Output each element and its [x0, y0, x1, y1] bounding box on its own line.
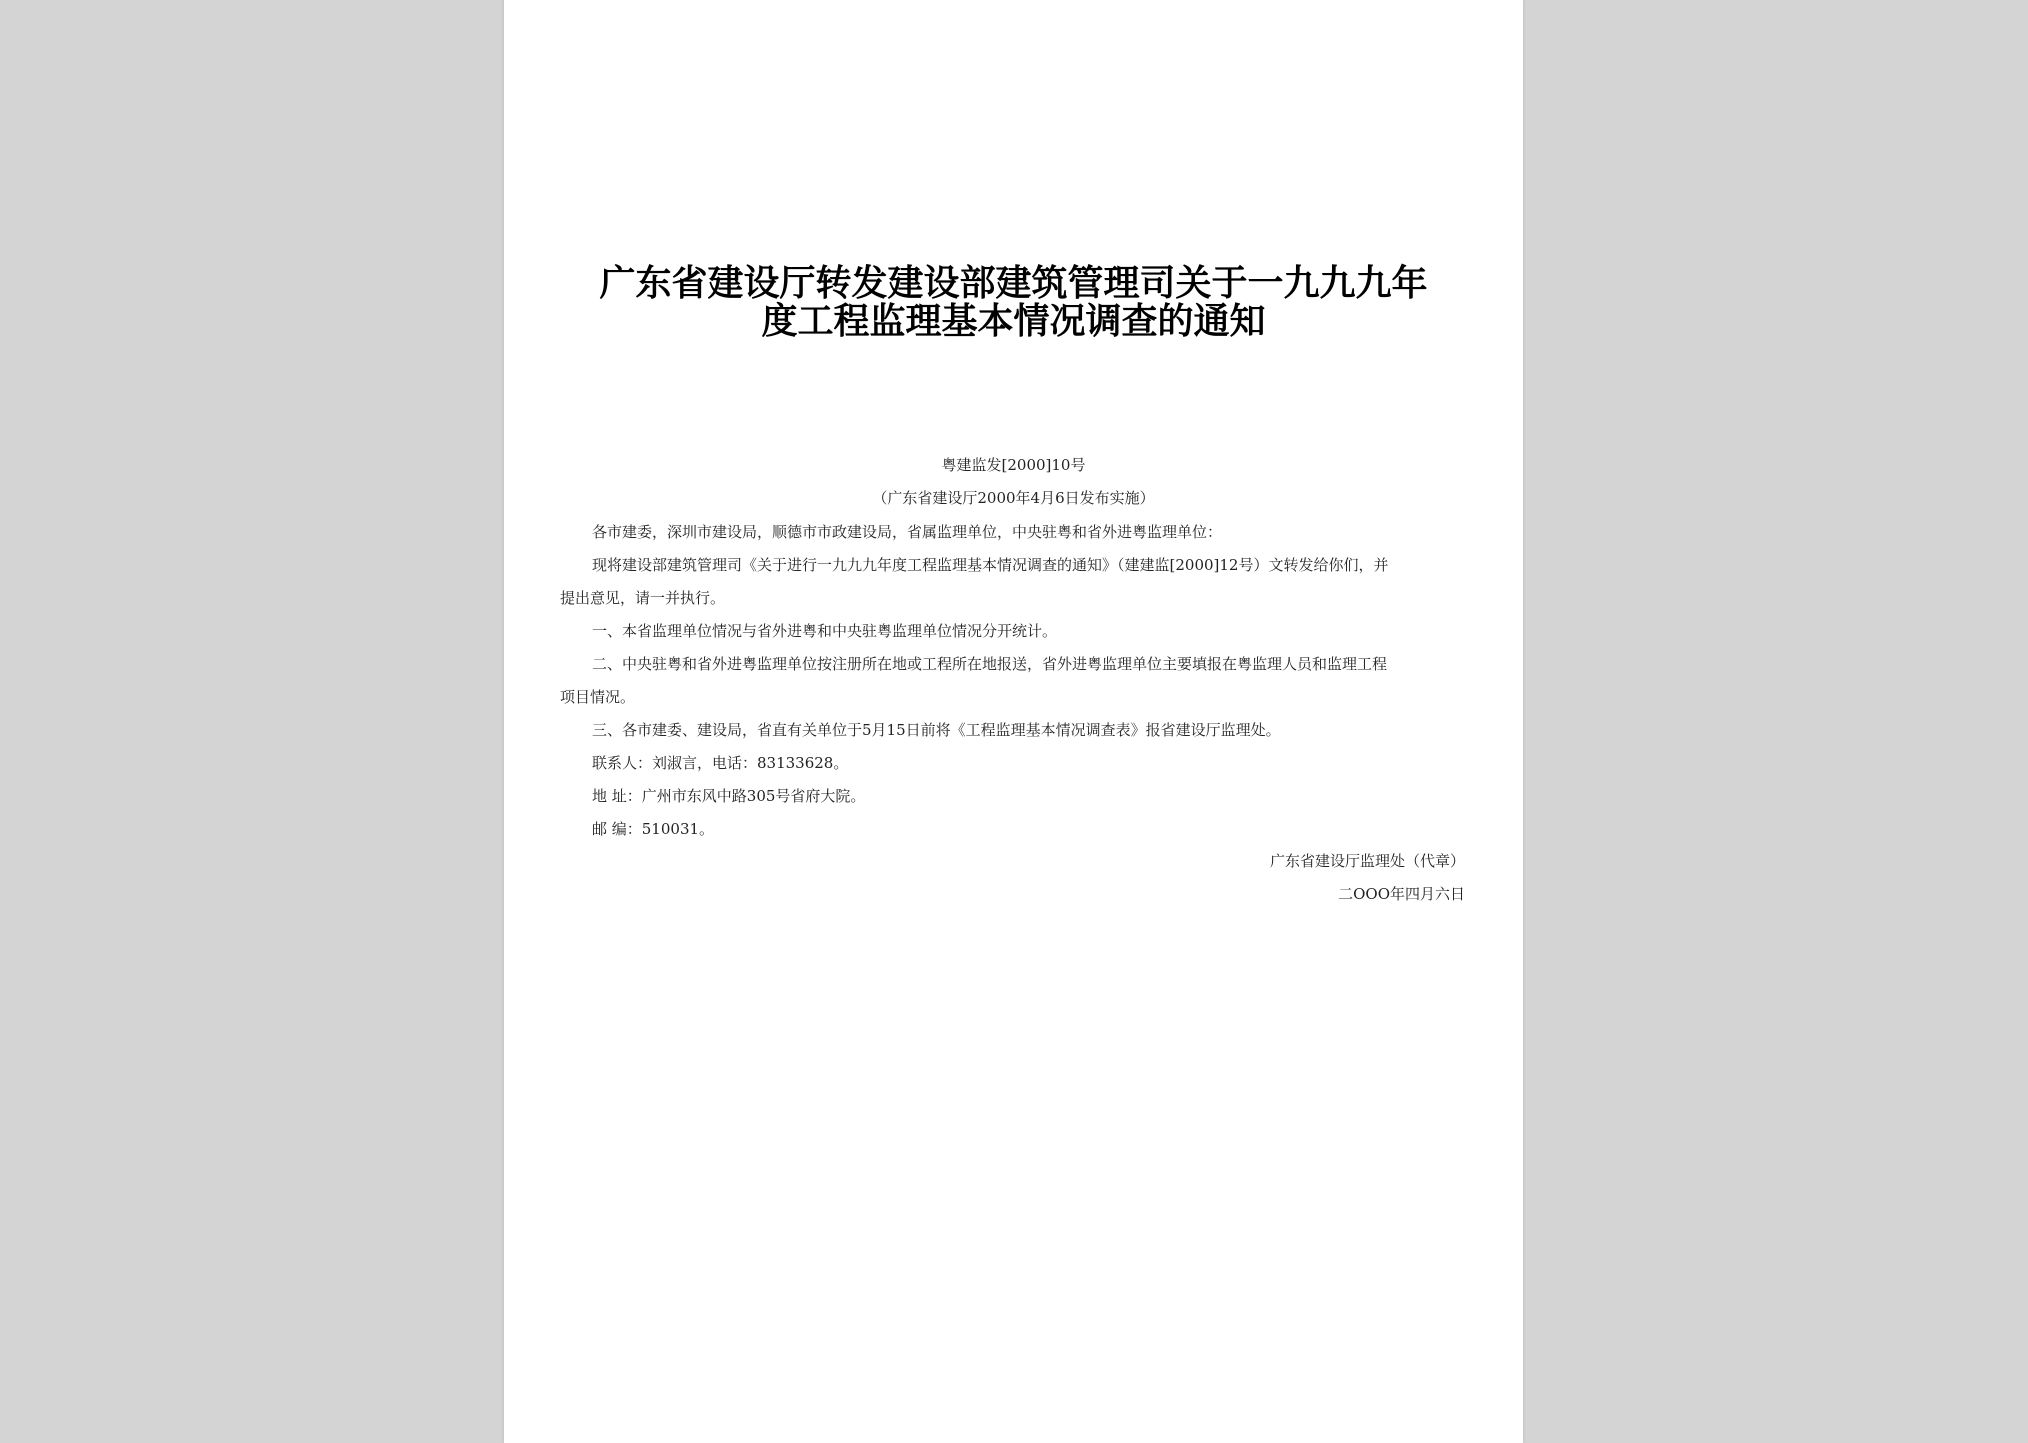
- signature-organization: 广东省建设厅监理处（代章）: [1269, 852, 1465, 870]
- postcode-line: 邮 编：510031。: [592, 820, 715, 838]
- item-2-paragraph-line-1: 二、中央驻粤和省外进粤监理单位按注册所在地或工程所在地报送，省外进粤监理单位主要填报在粤监理人员和监理工程: [592, 655, 1388, 673]
- item-1-paragraph: 一、本省监理单位情况与省外进粤和中央驻粤监理单位情况分开统计。: [592, 622, 1058, 640]
- document-title-line-2: 度工程监理基本情况调查的通知: [761, 300, 1266, 342]
- document-page: [504, 0, 1523, 1443]
- issue-note: （广东省建设厅2000年4月6日发布实施）: [872, 489, 1155, 507]
- contact-line: 联系人：刘淑言，电话：83133628。: [592, 754, 849, 772]
- intro-paragraph-line-1: 现将建设部建筑管理司《关于进行一九九九年度工程监理基本情况调查的通知》（建建监[2000]12号）文转发给你们，并: [592, 556, 1389, 574]
- address-line: 地 址：广州市东风中路305号省府大院。: [592, 787, 866, 805]
- item-2-paragraph-line-2: 项目情况。: [560, 688, 636, 706]
- salutation-paragraph: 各市建委，深圳市建设局，顺德市市政建设局，省属监理单位，中央驻粤和省外进粤监理单位：: [592, 523, 1223, 541]
- signature-date: 二OOO年四月六日: [1338, 885, 1465, 903]
- intro-paragraph-line-2: 提出意见，请一并执行。: [560, 589, 726, 607]
- document-number: 粤建监发[2000]10号: [941, 456, 1086, 474]
- item-3-paragraph: 三、各市建委、建设局，省直有关单位于5月15日前将《工程监理基本情况调查表》报省建设厅监理处。: [592, 721, 1281, 739]
- document-title-line-1: 广东省建设厅转发建设部建筑管理司关于一九九九年: [599, 262, 1428, 304]
